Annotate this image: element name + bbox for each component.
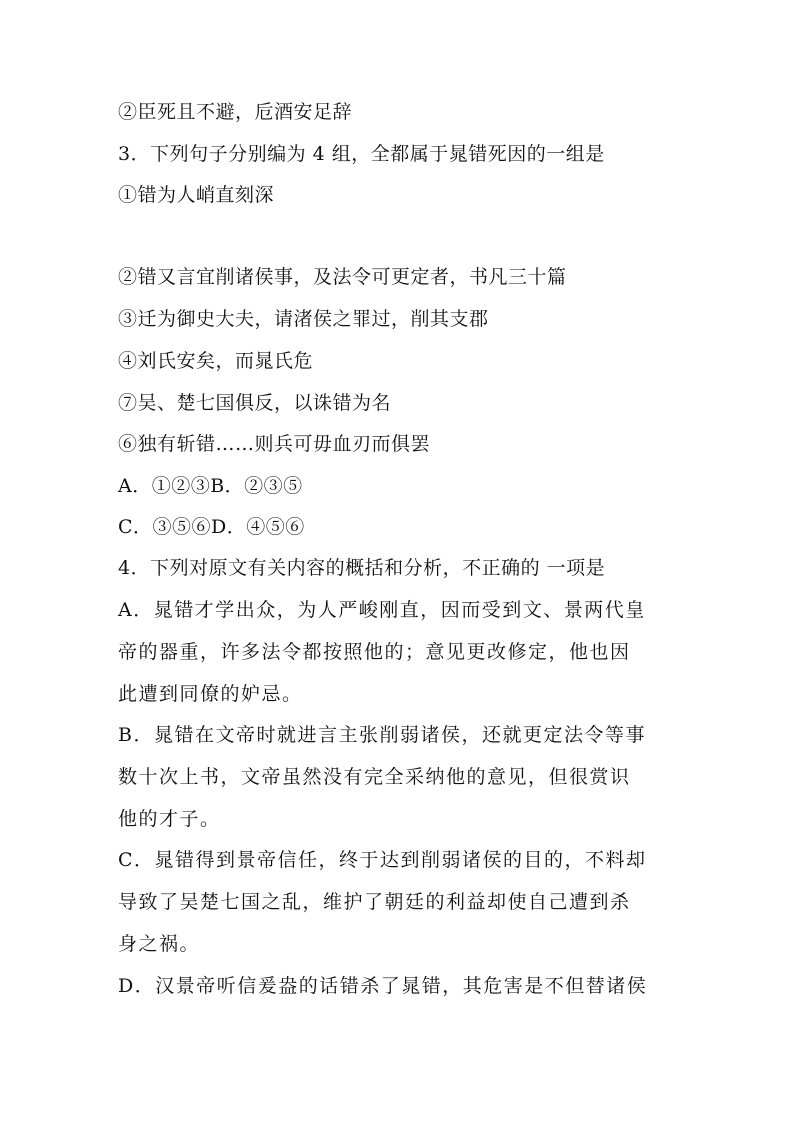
option-c-cont: 身之祸。	[118, 933, 201, 955]
text-line: ②错又言宜削诸侯事，及法令可更定者，书凡三十篇	[118, 266, 567, 288]
option-a-cont: 此遭到同僚的妒忌。	[118, 683, 303, 705]
option-b-cont: 他的才子。	[118, 808, 221, 830]
option-c: C．晁错得到景帝信任，终于达到削弱诸侯的目的，不料却	[118, 849, 647, 871]
text-line: ⑦吴、楚七国俱反，以诛错为名	[118, 392, 392, 414]
text-line: ②臣死且不避，卮酒安足辞	[118, 101, 353, 123]
text-line: ③迁为御史大夫，请渚侯之罪过，削其支郡	[118, 308, 489, 330]
question-3-stem: 3．下列句子分别编为 4 组，全都属于晁错死因的一组是	[118, 143, 605, 165]
option-a: A．晁错才学出众，为人严峻刚直，因而受到文、景两代皇	[118, 599, 646, 621]
text-line: ①错为人峭直刻深	[118, 184, 275, 206]
option-d: D．汉景帝听信爰盎的话错杀了晁错，其危害是不但替诸侯	[118, 975, 648, 997]
text-line: ④刘氏安矣，而晁氏危	[118, 350, 314, 372]
answer-options: C．③⑤⑥D．④⑤⑥	[118, 516, 305, 538]
question-4-stem: 4．下列对原文有关内容的概括和分析，不正确的 一项是	[118, 557, 606, 579]
text-line: ⑥独有斩错……则兵可毋血刃而俱罢	[118, 433, 431, 455]
option-a-cont: 帝的器重，许多法令都按照他的；意见更改修定，他也因	[118, 641, 631, 663]
option-b-cont: 数十次上书，文帝虽然没有完全采纳他的意见，但很赏识	[118, 766, 631, 788]
option-c-cont: 导致了吴楚七国之乱，维护了朝廷的利益却使自己遭到杀	[118, 891, 631, 913]
option-b: B．晁错在文帝时就进言主张削弱诸侯，还就更定法令等事	[118, 724, 646, 746]
answer-options: A．①②③B．②③⑤	[118, 475, 303, 497]
